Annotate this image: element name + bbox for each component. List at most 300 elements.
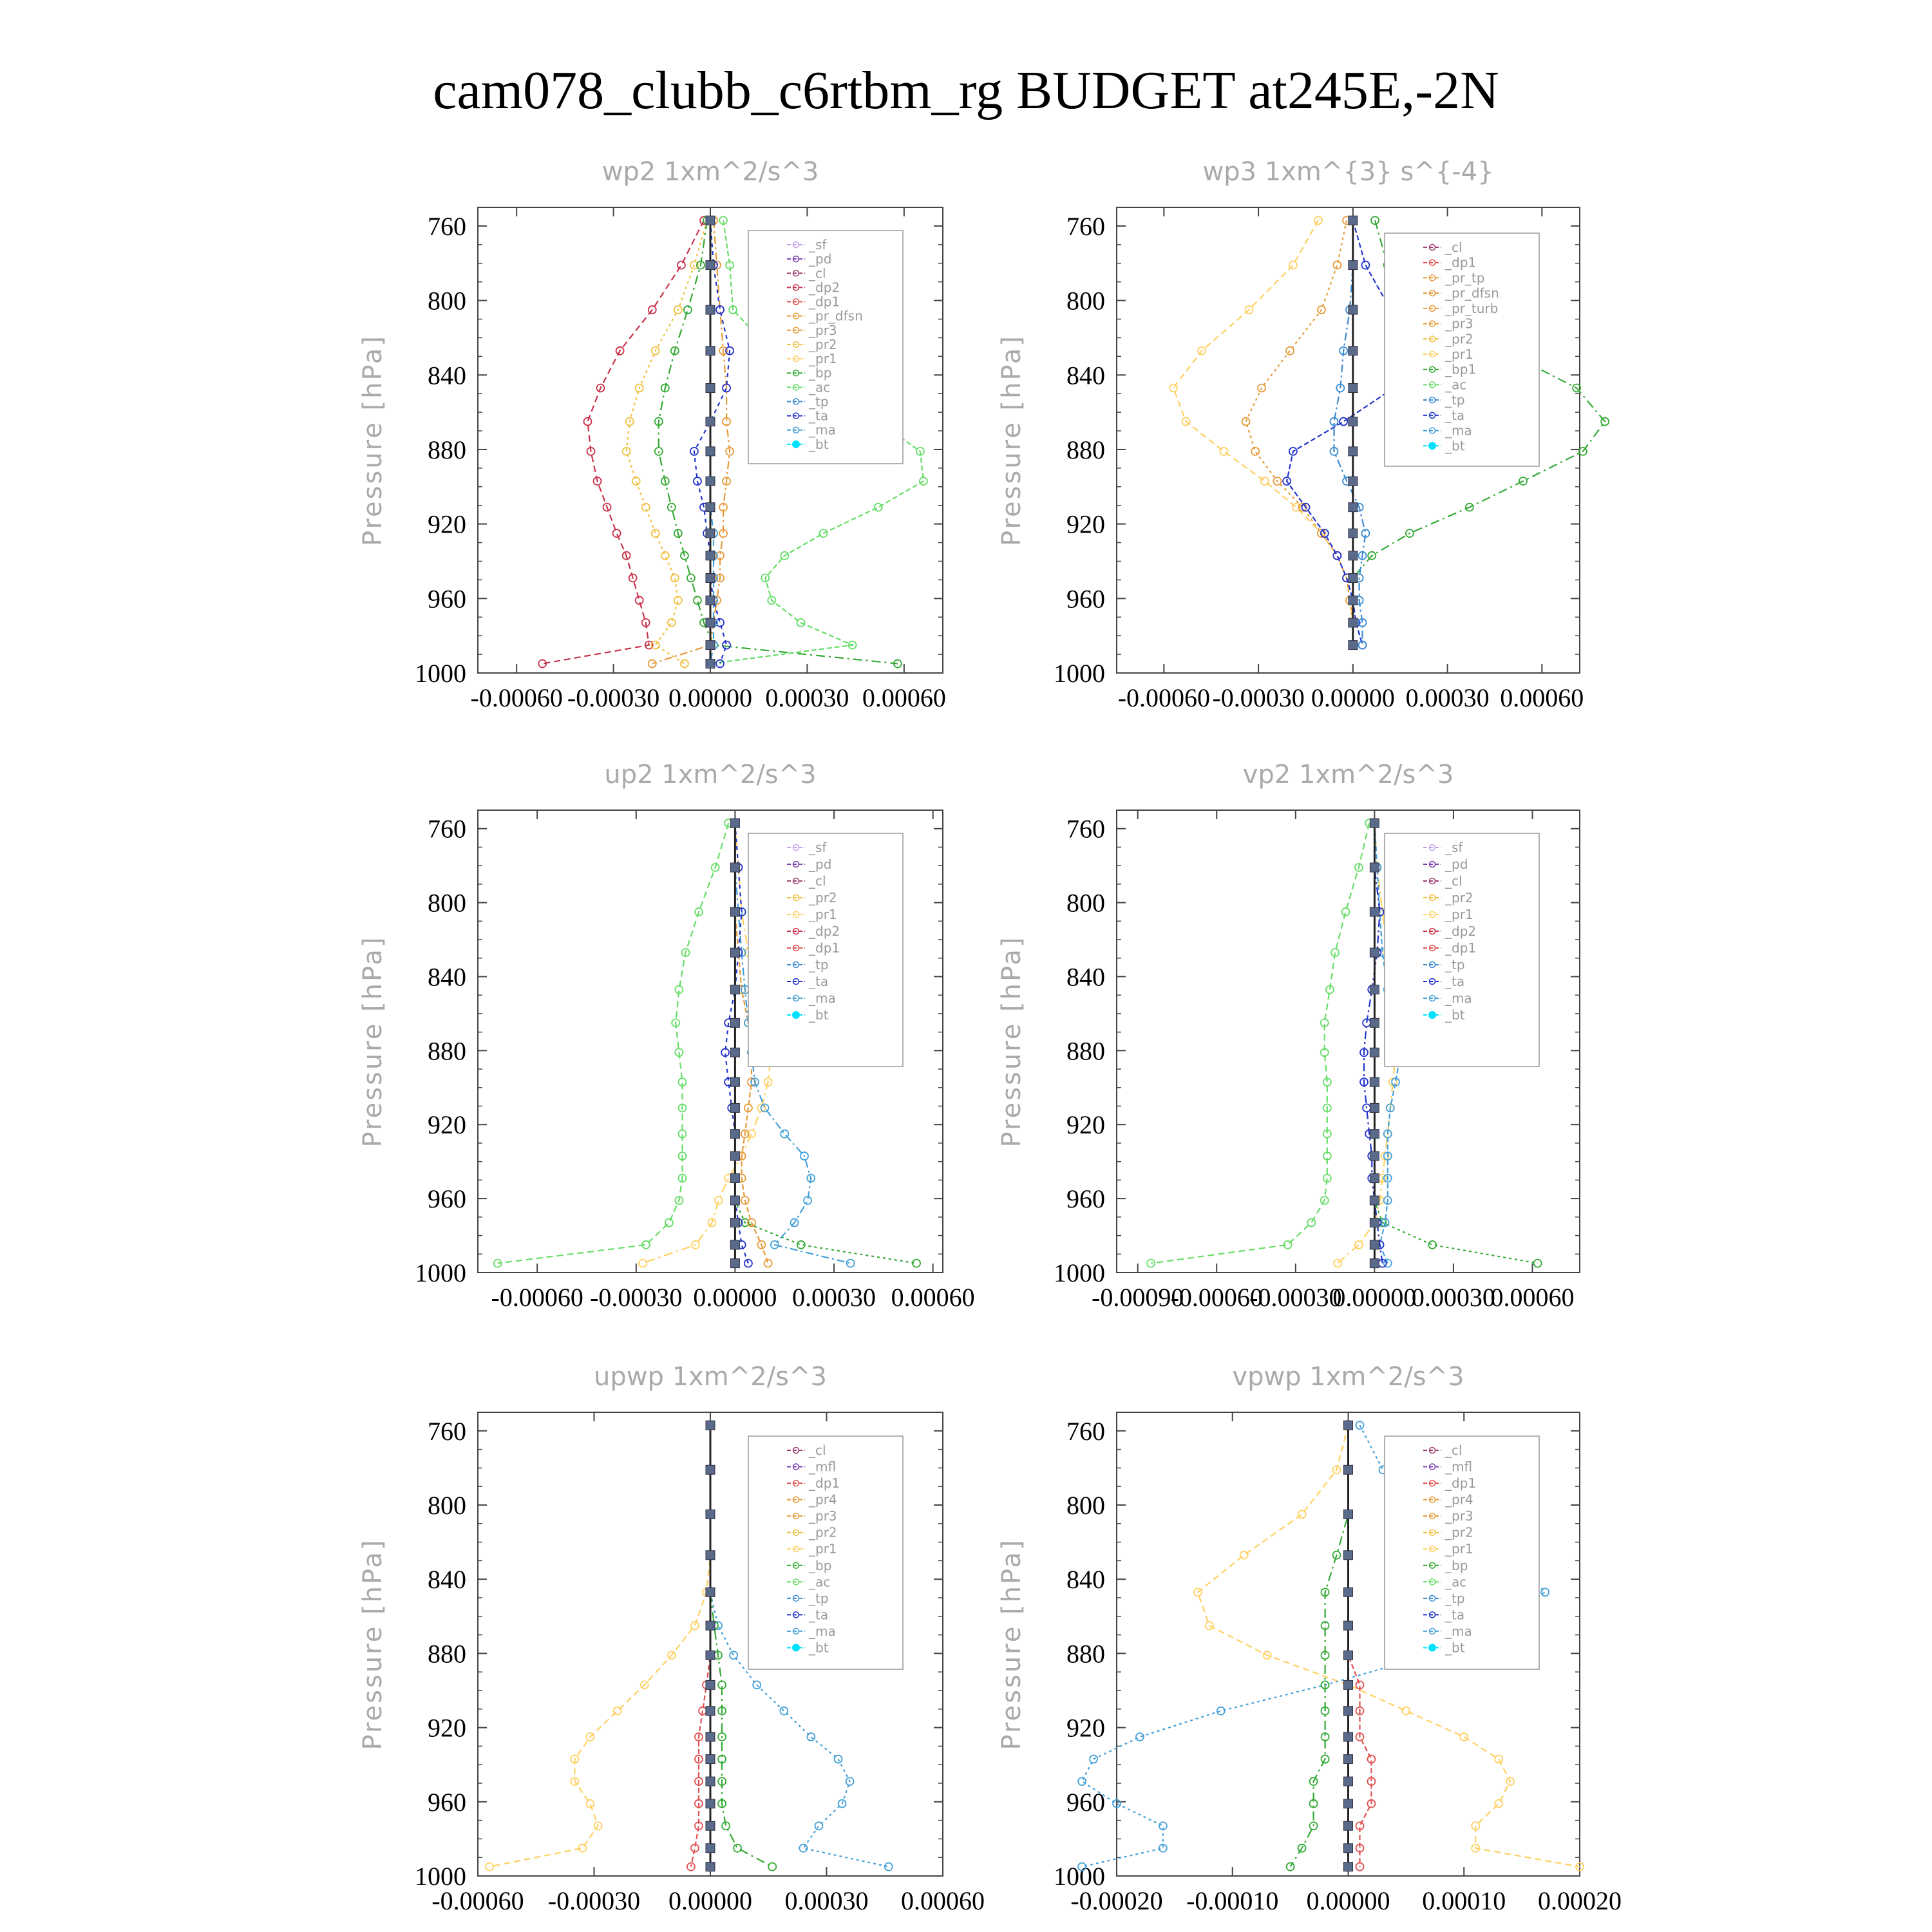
x-tick-label: -0.00030 <box>590 1283 683 1312</box>
x-tick-label: 0.00000 <box>668 683 752 712</box>
data-point <box>730 1174 739 1183</box>
y-tick-label: 920 <box>1066 1713 1105 1743</box>
data-point <box>706 529 715 538</box>
data-point <box>1344 1862 1353 1871</box>
legend-label: _ac <box>809 379 831 395</box>
y-tick-label: 800 <box>428 888 466 918</box>
data-point <box>1344 1551 1353 1560</box>
legend-label: _dp1 <box>809 1475 840 1492</box>
y-tick-label: 760 <box>1066 1416 1105 1446</box>
y-tick-label: 1000 <box>415 1258 466 1287</box>
data-point <box>1344 1680 1353 1689</box>
x-tick-label: 0.00060 <box>1500 683 1584 712</box>
data-point <box>706 1799 715 1808</box>
data-point <box>730 1130 739 1139</box>
data-point <box>716 660 724 668</box>
data-point <box>1370 863 1379 872</box>
legend-label: _pd <box>809 857 832 872</box>
x-tick-label: -0.00030 <box>567 683 660 712</box>
data-point <box>1349 641 1358 650</box>
x-tick-label: 0.00030 <box>1411 1283 1495 1312</box>
series-line-dp1 <box>1151 823 1369 1264</box>
data-point <box>1136 1733 1144 1741</box>
data-point <box>706 417 715 426</box>
x-tick-label: 0.00000 <box>693 1283 777 1312</box>
panel-title: wp2 1xm^2/s^3 <box>601 157 819 187</box>
legend-marker <box>792 1643 800 1651</box>
data-point <box>665 1218 673 1226</box>
legend-label: _ta <box>1445 974 1465 989</box>
data-point <box>744 1260 752 1267</box>
legend-label: _pr_dfsn <box>1445 285 1499 301</box>
data-point <box>1344 1621 1353 1630</box>
legend-label: _pr3 <box>1445 1508 1473 1524</box>
data-point <box>1344 1755 1353 1764</box>
data-point <box>768 1863 776 1871</box>
legend <box>748 231 903 464</box>
data-point <box>586 1800 594 1808</box>
panel-title: vp2 1xm^2/s^3 <box>1242 760 1454 790</box>
data-point <box>636 596 643 604</box>
legend-label: _pr_dfsn <box>809 308 863 324</box>
legend-label: _pr3 <box>809 322 837 338</box>
data-point <box>706 1621 715 1630</box>
legend-label: _pr1 <box>1445 1541 1473 1557</box>
x-tick-label: 0.00000 <box>1306 1886 1390 1915</box>
data-point <box>1344 1651 1353 1660</box>
panel-0 <box>358 157 946 712</box>
data-point <box>613 529 621 537</box>
data-point <box>706 1707 715 1716</box>
legend-label: _bt <box>809 1007 829 1023</box>
y-tick-label: 960 <box>1066 1184 1105 1214</box>
legend-marker <box>792 1011 800 1019</box>
legend-label: _ma <box>1445 1623 1472 1639</box>
data-point <box>730 1018 739 1027</box>
data-point <box>1349 477 1358 486</box>
y-tick-label: 960 <box>1066 584 1105 614</box>
x-tick-label: -0.00060 <box>470 683 563 712</box>
data-point <box>706 641 715 650</box>
data-point <box>706 1651 715 1660</box>
legend-marker <box>792 440 800 448</box>
data-point <box>706 1421 715 1430</box>
legend-label: _dp1 <box>809 294 840 310</box>
data-point <box>730 1077 739 1086</box>
legend-label: _tp <box>1445 957 1465 972</box>
data-point <box>614 1707 621 1715</box>
data-point <box>1349 529 1358 538</box>
legend-label: _pr4 <box>809 1492 837 1508</box>
x-tick-label: 0.00020 <box>1538 1886 1622 1915</box>
legend-label: _pr1 <box>809 351 837 367</box>
panel-title: vpwp 1xm^2/s^3 <box>1232 1362 1464 1392</box>
data-point <box>1370 1018 1379 1027</box>
data-point <box>1349 384 1358 393</box>
data-point <box>1220 448 1227 455</box>
y-tick-label: 760 <box>1066 211 1105 241</box>
panel-title: up2 1xm^2/s^3 <box>604 760 817 790</box>
legend-label: _ta <box>1445 1607 1465 1623</box>
data-point <box>1349 261 1358 270</box>
panel-5 <box>997 1362 1622 1915</box>
legend-label: _mfl <box>809 1459 837 1475</box>
data-point <box>661 552 669 560</box>
panel-title: upwp 1xm^2/s^3 <box>594 1362 827 1392</box>
legend-label: _bp <box>809 365 832 381</box>
legend-label: _pr2 <box>809 1524 837 1540</box>
data-point <box>723 641 730 649</box>
data-point <box>1344 1844 1353 1853</box>
legend-label: _cl <box>809 265 826 281</box>
panels-group <box>358 157 1622 1915</box>
data-point <box>706 305 715 314</box>
data-point <box>706 596 715 605</box>
x-tick-label: 0.00030 <box>792 1283 876 1312</box>
data-point <box>730 1151 739 1160</box>
panel-4 <box>358 1362 985 1915</box>
data-point <box>1370 1174 1379 1183</box>
legend-label: _ac <box>1445 1574 1467 1590</box>
legend-label: _mfl <box>1445 1459 1473 1475</box>
data-point <box>1402 1707 1410 1715</box>
data-point <box>730 1259 739 1268</box>
data-point <box>706 216 715 225</box>
data-point <box>730 1103 739 1112</box>
data-point <box>753 1681 761 1689</box>
data-point <box>1344 1799 1353 1808</box>
data-point <box>1370 1048 1379 1057</box>
y-axis-label: Pressure [hPa] <box>997 935 1027 1148</box>
legend-label: _ma <box>1445 990 1472 1006</box>
data-point <box>1370 1196 1379 1205</box>
data-point <box>1240 1551 1248 1559</box>
legend-label: _pr1 <box>809 1541 837 1557</box>
data-point <box>1286 347 1294 355</box>
data-point <box>1349 618 1358 627</box>
data-point <box>734 1844 741 1852</box>
data-point <box>1344 1421 1353 1430</box>
y-tick-label: 880 <box>428 1639 466 1669</box>
legend-marker <box>1428 1643 1436 1651</box>
data-point <box>875 504 882 511</box>
data-point <box>1349 503 1358 512</box>
y-tick-label: 920 <box>428 1110 466 1140</box>
legend-label: _pr3 <box>809 1508 837 1524</box>
data-point <box>1078 1777 1086 1785</box>
y-axis-label: Pressure [hPa] <box>358 334 388 546</box>
legend-label: _bp <box>809 1557 832 1573</box>
x-tick-label: 0.00010 <box>1422 1886 1506 1915</box>
legend-label: _tp <box>809 393 829 410</box>
legend-label: _bt <box>1445 438 1465 454</box>
y-axis-label: Pressure [hPa] <box>997 1538 1027 1750</box>
y-tick-label: 920 <box>1066 1110 1105 1140</box>
legend-label: _cl <box>1445 240 1463 255</box>
legend-label: _ma <box>1445 422 1472 439</box>
data-point <box>642 504 650 511</box>
y-tick-label: 760 <box>428 211 466 241</box>
y-tick-label: 1000 <box>1054 1258 1105 1287</box>
y-tick-label: 760 <box>428 1416 466 1446</box>
y-tick-label: 880 <box>428 1036 466 1066</box>
y-tick-label: 800 <box>428 286 466 316</box>
legend-label: _bt <box>1445 1007 1465 1023</box>
legend <box>1385 833 1539 1066</box>
data-point <box>1495 1800 1502 1808</box>
legend-label: _bp <box>1445 1557 1468 1573</box>
y-tick-label: 760 <box>1066 814 1105 844</box>
data-point <box>1349 596 1358 605</box>
data-point <box>781 1130 788 1138</box>
legend-label: _ta <box>809 974 829 989</box>
y-axis-label: Pressure [hPa] <box>358 1538 388 1750</box>
data-point <box>652 529 659 537</box>
legend-label: _ma <box>809 990 836 1006</box>
data-point <box>706 1680 715 1689</box>
x-tick-label: -0.00090 <box>1092 1283 1184 1312</box>
legend-label: _pr2 <box>1445 1524 1473 1540</box>
data-point <box>1355 1241 1363 1249</box>
legend-label: _bt <box>1445 1640 1465 1656</box>
panel-1 <box>997 157 1609 712</box>
legend-label: _pr2 <box>1445 331 1473 347</box>
legend-label: _ma <box>809 1623 836 1639</box>
data-point <box>706 1862 715 1871</box>
y-tick-label: 960 <box>1066 1787 1105 1817</box>
data-point <box>681 660 688 668</box>
y-tick-label: 880 <box>1066 1036 1105 1066</box>
data-point <box>730 863 739 872</box>
data-point <box>1370 1077 1379 1086</box>
x-tick-label: 0.00000 <box>668 1886 752 1915</box>
data-point <box>815 1822 822 1830</box>
data-point <box>706 1465 715 1474</box>
legend-label: _tp <box>1445 1590 1465 1606</box>
data-point <box>706 1821 715 1830</box>
legend-label: _pr2 <box>809 336 837 352</box>
data-point <box>1349 346 1358 355</box>
panel-3 <box>997 760 1580 1312</box>
data-point <box>730 1651 737 1659</box>
data-point <box>706 503 715 512</box>
legend-label: _pr1 <box>1445 346 1473 362</box>
legend-label: _cl <box>1445 1443 1463 1458</box>
data-point <box>1370 1218 1379 1227</box>
legend-label: _dp2 <box>809 279 840 296</box>
y-tick-label: 880 <box>428 435 466 464</box>
x-tick-label: 0.00000 <box>1332 1283 1417 1312</box>
y-tick-label: 840 <box>1066 962 1105 992</box>
data-point <box>706 551 715 560</box>
data-point <box>1534 1260 1542 1267</box>
data-point <box>1370 948 1379 957</box>
data-point <box>764 1260 772 1267</box>
series-line-pr1 <box>489 1425 710 1866</box>
data-point <box>1370 1130 1379 1139</box>
x-tick-label: -0.00020 <box>1070 1886 1163 1915</box>
legend-label: _pr_tp <box>1445 270 1485 286</box>
data-point <box>1251 448 1259 455</box>
legend-label: _dp1 <box>1445 1475 1477 1492</box>
y-tick-label: 960 <box>428 584 466 614</box>
legend-label: _pr3 <box>1445 316 1473 332</box>
data-point <box>1356 1421 1363 1429</box>
data-point <box>706 1510 715 1519</box>
data-point <box>1344 1510 1353 1519</box>
data-point <box>1349 551 1358 560</box>
data-point <box>684 306 692 314</box>
data-point <box>730 1218 739 1227</box>
legend-label: _dp1 <box>809 940 840 956</box>
data-point <box>706 261 715 270</box>
data-point <box>632 477 640 485</box>
data-point <box>1298 1510 1306 1518</box>
data-point <box>1349 417 1358 426</box>
y-tick-label: 1000 <box>1054 659 1105 688</box>
legend-label: _ta <box>809 1607 829 1623</box>
legend <box>748 1436 903 1669</box>
data-point <box>1370 1103 1379 1112</box>
data-point <box>639 1260 647 1267</box>
legend-label: _dp1 <box>1445 940 1477 956</box>
legend-label: _sf <box>809 840 827 855</box>
data-point <box>730 948 739 957</box>
data-point <box>691 1622 699 1629</box>
y-tick-label: 800 <box>1066 888 1105 918</box>
legend-label: _tp <box>809 957 829 972</box>
x-tick-label: -0.00060 <box>1117 683 1211 712</box>
y-tick-label: 800 <box>1066 1491 1105 1520</box>
x-tick-label: 0.00060 <box>891 1283 975 1312</box>
data-point <box>730 1196 739 1205</box>
data-point <box>1349 305 1358 314</box>
figure-title: cam078_clubb_c6rtbm_rg BUDGET at245E,-2N <box>433 61 1499 120</box>
y-tick-label: 920 <box>1066 509 1105 539</box>
legend-label: _tp <box>1445 392 1465 408</box>
legend-label: _dp2 <box>1445 923 1477 939</box>
legend-label: _sf <box>1445 840 1463 855</box>
y-tick-label: 800 <box>428 1491 466 1520</box>
data-point <box>706 1777 715 1786</box>
data-point <box>1370 1259 1379 1268</box>
legend-label: _cl <box>809 873 826 889</box>
data-point <box>677 261 685 269</box>
data-point <box>706 447 715 456</box>
legend-label: _cl <box>1445 873 1463 889</box>
data-point <box>706 1587 715 1596</box>
data-point <box>706 384 715 393</box>
y-tick-label: 960 <box>428 1787 466 1817</box>
data-point <box>1349 447 1358 456</box>
legend-label: _bt <box>809 436 829 452</box>
x-tick-label: -0.00010 <box>1186 1886 1279 1915</box>
data-point <box>1370 819 1379 828</box>
data-point <box>706 1844 715 1853</box>
legend-label: _pr1 <box>809 907 837 922</box>
legend-label: _dp1 <box>1445 254 1477 270</box>
panel-title: wp3 1xm^{3} s^{-4} <box>1202 157 1494 187</box>
y-tick-label: 1000 <box>415 659 466 688</box>
data-point <box>1344 1732 1353 1741</box>
y-tick-label: 880 <box>1066 435 1105 464</box>
legend <box>748 833 903 1066</box>
data-point <box>706 1551 715 1560</box>
x-tick-label: 0.00030 <box>1405 683 1490 712</box>
data-point <box>649 660 656 668</box>
data-point <box>668 619 676 627</box>
data-point <box>706 1755 715 1764</box>
legend-label: _pd <box>1445 857 1468 872</box>
data-point <box>694 596 701 604</box>
x-tick-label: -0.00060 <box>491 1283 583 1312</box>
x-tick-label: 0.00060 <box>901 1886 985 1915</box>
y-axis-label: Pressure [hPa] <box>358 935 388 1148</box>
legend-label: _ma <box>809 422 836 438</box>
data-point <box>1170 384 1177 392</box>
data-point <box>730 819 739 828</box>
legend-label: _ac <box>1445 377 1467 393</box>
data-point <box>1541 1588 1549 1596</box>
data-point <box>1370 1151 1379 1160</box>
legend-label: _pr4 <box>1445 1492 1473 1508</box>
data-point <box>730 907 739 916</box>
y-tick-label: 1000 <box>1054 1862 1105 1891</box>
x-tick-label: -0.00030 <box>1212 683 1305 712</box>
x-tick-label: -0.00030 <box>547 1886 641 1915</box>
y-tick-label: 840 <box>428 1565 466 1595</box>
data-point <box>730 1240 739 1249</box>
x-tick-label: 0.00060 <box>1490 1283 1575 1312</box>
y-tick-label: 920 <box>428 509 466 539</box>
y-axis-label: Pressure [hPa] <box>997 334 1027 546</box>
y-tick-label: 960 <box>428 1184 466 1214</box>
y-tick-label: 880 <box>1066 1639 1105 1669</box>
data-point <box>706 477 715 486</box>
legend <box>1385 1436 1539 1669</box>
legend-label: _pd <box>809 251 832 267</box>
legend-label: _pr2 <box>809 890 837 905</box>
panel-2 <box>358 760 975 1312</box>
x-tick-label: -0.00060 <box>1170 1283 1263 1312</box>
data-point <box>1344 1821 1353 1830</box>
data-point <box>1289 261 1297 269</box>
data-point <box>1307 1218 1315 1226</box>
data-point <box>1333 552 1341 560</box>
data-point <box>780 1707 788 1715</box>
x-tick-label: 0.00060 <box>862 683 946 712</box>
data-point <box>706 346 715 355</box>
data-point <box>583 418 591 426</box>
data-point <box>1370 1240 1379 1249</box>
x-tick-label: -0.00060 <box>431 1886 524 1915</box>
legend-label: _pr1 <box>1445 907 1473 922</box>
y-tick-label: 1000 <box>415 1862 466 1891</box>
x-tick-label: 0.00030 <box>784 1886 869 1915</box>
legend-marker <box>1428 1011 1436 1019</box>
legend-label: _ta <box>809 408 829 424</box>
data-point <box>1261 477 1269 485</box>
legend-label: _pr2 <box>1445 890 1473 905</box>
data-point <box>1349 216 1358 225</box>
data-point <box>706 659 715 668</box>
data-point <box>706 618 715 627</box>
data-point <box>1344 1707 1353 1716</box>
data-point <box>807 1733 815 1741</box>
data-point <box>1344 1587 1353 1596</box>
x-tick-label: -0.00030 <box>1249 1283 1342 1312</box>
data-point <box>1340 418 1347 426</box>
